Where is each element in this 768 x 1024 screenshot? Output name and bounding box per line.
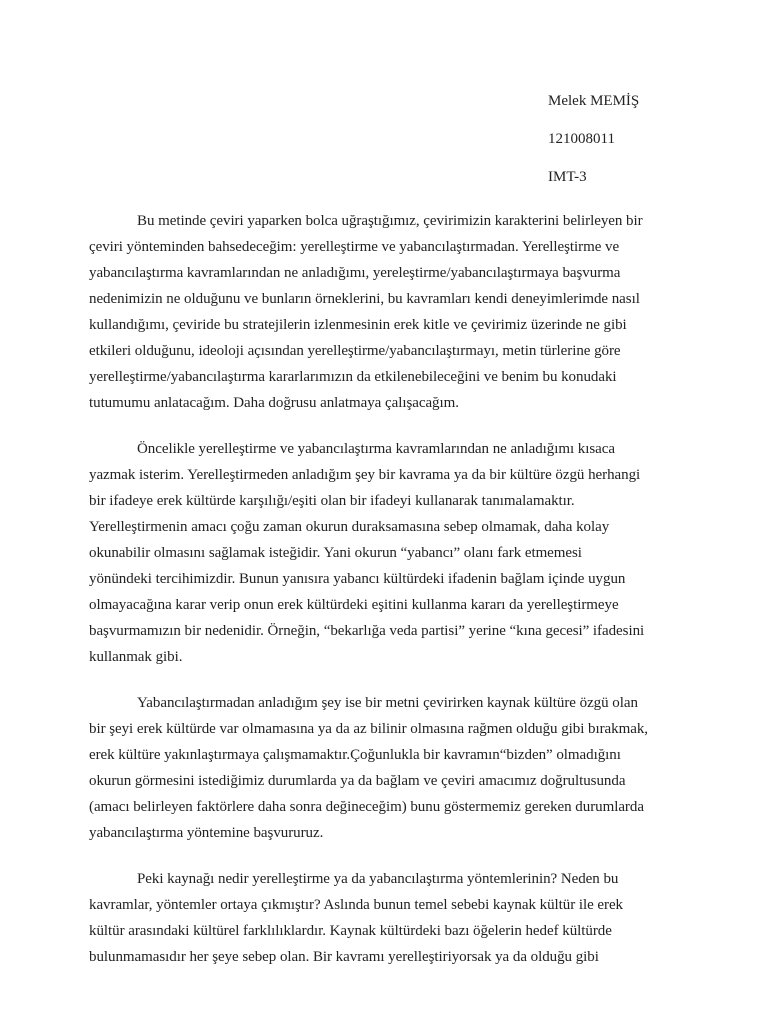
- text-line: kullandığımı, çeviride bu stratejilerin izlenmesinin erek kitle ve çevirimiz üzerinde ne gibi: [89, 317, 627, 333]
- text-line: Öncelikle yerelleştirme ve yabancılaştırma kavramlarından ne anladığımı kısaca: [137, 441, 615, 457]
- paragraph-2: [89, 436, 679, 670]
- text-line: Yabancılaştırmadan anladığım şey ise bir metni çevirirken kaynak kültüre özgü olan: [137, 695, 638, 711]
- text-line: okurun görmesini istediğimiz durumlarda ya da bağlam ve çeviri amacımız doğrultusunda: [89, 773, 626, 789]
- text-line: kültür arasındaki kültürel farklılıklardır. Kaynak kültürdeki bazı öğelerin hedef kültürde: [89, 923, 612, 939]
- text-line: yerelleştirme/yabancılaştırma kararlarımızın da etkilenebileceğini ve benim bu konudaki: [89, 369, 617, 385]
- text-line: Peki kaynağı nedir yerelleştirme ya da yabancılaştırma yöntemlerinin? Neden bu: [137, 871, 619, 887]
- course-code: IMT-3: [548, 169, 587, 185]
- text-line: tutumumu anlatacağım. Daha doğrusu anlatmaya çalışacağım.: [89, 395, 459, 411]
- text-line: bir ifadeye erek kültürde karşılığı/eşiti olan bir ifadeyi kullanarak tanımalamaktır.: [89, 493, 575, 509]
- text-line: yazmak isterim. Yerelleştirmeden anladığım şey bir kavrama ya da bir kültüre özgü herhangi: [89, 467, 641, 483]
- text-line: kullanmak gibi.: [89, 649, 183, 665]
- text-line: erek kültüre yakınlaştırmaya çalışmamaktır.Çoğunlukla bir kavramın“bizden” olmadığını: [89, 747, 621, 763]
- text-line: çeviri yönteminden bahsedeceğim: yerelleştirme ve yabancılaştırmadan. Yerelleştirme ve: [89, 239, 620, 255]
- text-line: yabancılaştırma yöntemine başvururuz.: [89, 825, 324, 841]
- text-line: etkileri olduğunu, ideoloji açısından yerelleştirme/yabancılaştırmayı, metin türlerine göre: [89, 343, 621, 359]
- text-line: yönündeki tercihimizdir. Bunun yanısıra yabancı kültürdeki ifadenin bağlam içinde uygun: [89, 571, 626, 587]
- text-line: kavramlar, yöntemler ortaya çıkmıştır? Aslında bunun temel sebebi kaynak kültür ile erek: [89, 897, 623, 913]
- text-line: nedenimizin ne olduğunu ve bunların örneklerini, bu kavramları kendi deneyimlerimde nasıl: [89, 291, 640, 307]
- text-line: Bu metinde çeviri yaparken bolca uğraştığımız, çevirimizin karakterini belirleyen bir: [137, 213, 643, 229]
- document-header: [548, 91, 639, 205]
- document-body: [89, 208, 679, 990]
- text-line: olmayacağına karar verip onun erek kültürdeki eşitini kullanma kararı da yerelleştirmeye: [89, 597, 619, 613]
- text-line: bir şeyi erek kültürde var olmamasına ya da az bilinir olmasına rağmen olduğu gibi bırakmak,: [89, 721, 648, 737]
- text-line: (amacı belirleyen faktörlere daha sonra değineceğim) bunu göstermemiz gereken durumlarda: [89, 799, 644, 815]
- text-line: okunabilir olmasını sağlamak isteğidir. Yani okurun “yabancı” olanı fark etmemesi: [89, 545, 582, 561]
- text-line: yabancılaştırma kavramlarından ne anladığımı, yereleştirme/yabancılaştırmaya başvurma: [89, 265, 621, 281]
- text-line: bulunmamasıdır her şeye sebep olan. Bir kavramı yerelleştiriyorsak ya da olduğu gibi: [89, 949, 599, 965]
- paragraph-1: [89, 208, 679, 416]
- text-line: başvurmamızın bir nedenidir. Örneğin, “bekarlığa veda partisi” yerine “kına gecesi” ifadesini: [89, 623, 645, 639]
- paragraph-4: [89, 866, 679, 970]
- author-name: Melek MEMİŞ: [548, 93, 640, 109]
- text-line: Yerelleştirmenin amacı çoğu zaman okurun duraksamasına sebep olmamak, daha kolay: [89, 519, 610, 535]
- student-id: 121008011: [548, 131, 615, 147]
- paragraph-3: [89, 690, 679, 846]
